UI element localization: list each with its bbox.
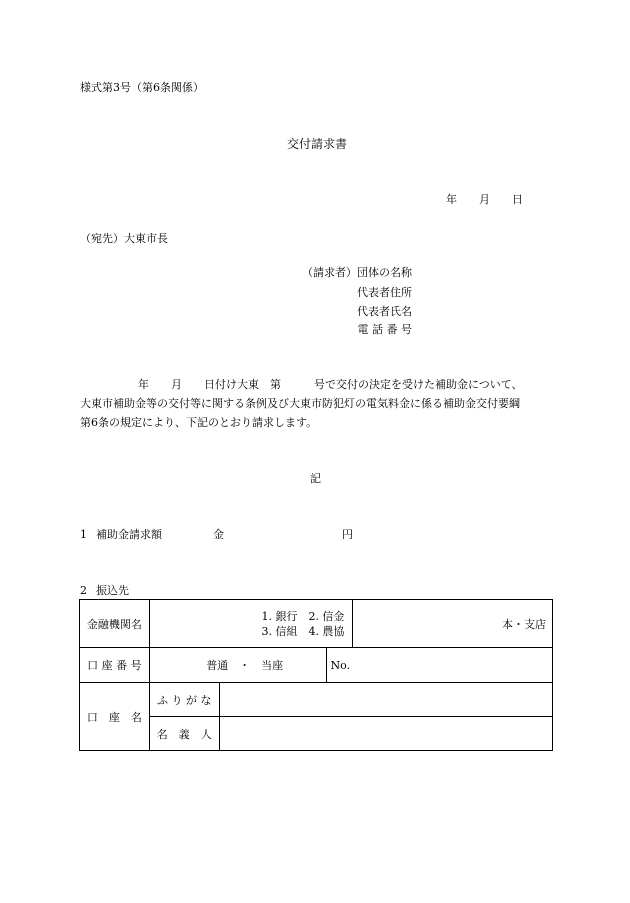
branch-cell[interactable] [353,600,553,648]
institution-label-cell [80,600,150,648]
account-type-cell[interactable] [149,648,326,683]
item-1-kin: 金 [213,528,224,541]
account-number-cell[interactable] [326,648,552,683]
account-name-label: 口 座 名 [86,710,142,724]
date-line: 年 月 日 [446,193,523,206]
account-number-label-cell [80,648,150,683]
item-1-yen: 円 [342,528,353,541]
bank-type-cell[interactable] [149,600,353,648]
holder-input-cell[interactable] [219,717,552,751]
document-title: 交付請求書 [287,137,348,151]
body-line-3: 第6条の規定により、下記のとおり請求します。 [80,416,318,429]
bank-types-line-2: 3. 信組 4. 農協 [261,624,345,638]
institution-label: 金融機関名 [86,617,142,631]
phone-number-label: 電 話 番 号 [357,323,412,336]
body-line-1: 年 月 日付け大東 第 号で交付の決定を受けた補助金について、 [138,378,523,391]
furigana-label-cell [149,683,219,717]
no-label: No. [330,658,351,672]
item-1-number: 1 [80,528,87,541]
requester-group-name-label: （請求者）団体の名称 [302,266,412,279]
body-line-2: 大東市補助金等の交付等に関する条例及び大東市防犯灯の電気料金に係る補助金交付要綱 [80,397,520,410]
form-number: 様式第3号（第6条関係） [80,81,204,94]
account-number-label: 口 座 番 号 [87,659,142,672]
addressee: （宛先）大東市長 [80,232,168,245]
furigana-input-cell[interactable] [219,683,552,717]
account-type-options: 普通 ・ 当座 [206,659,284,672]
item-2-number: 2 [80,584,87,597]
holder-label: 名 義 人 [156,727,212,741]
table-row-furigana [80,683,553,717]
table-row-institution [80,600,553,648]
bank-types-line-1: 1. 銀行 2. 信金 [261,609,345,623]
furigana-label: ふ り が な [157,693,212,707]
table-row-account-number [80,648,553,683]
ki-heading: 記 [310,472,321,485]
item-1-label: 補助金請求額 [96,528,162,541]
table-row-holder [80,717,553,751]
branch-label: 本・支店 [502,617,546,631]
bank-account-table [79,599,553,751]
representative-address-label: 代表者住所 [357,286,412,299]
representative-name-label: 代表者氏名 [357,305,412,318]
holder-label-cell [149,717,219,751]
account-name-label-cell [80,683,150,751]
item-2-label: 振込先 [96,584,129,597]
